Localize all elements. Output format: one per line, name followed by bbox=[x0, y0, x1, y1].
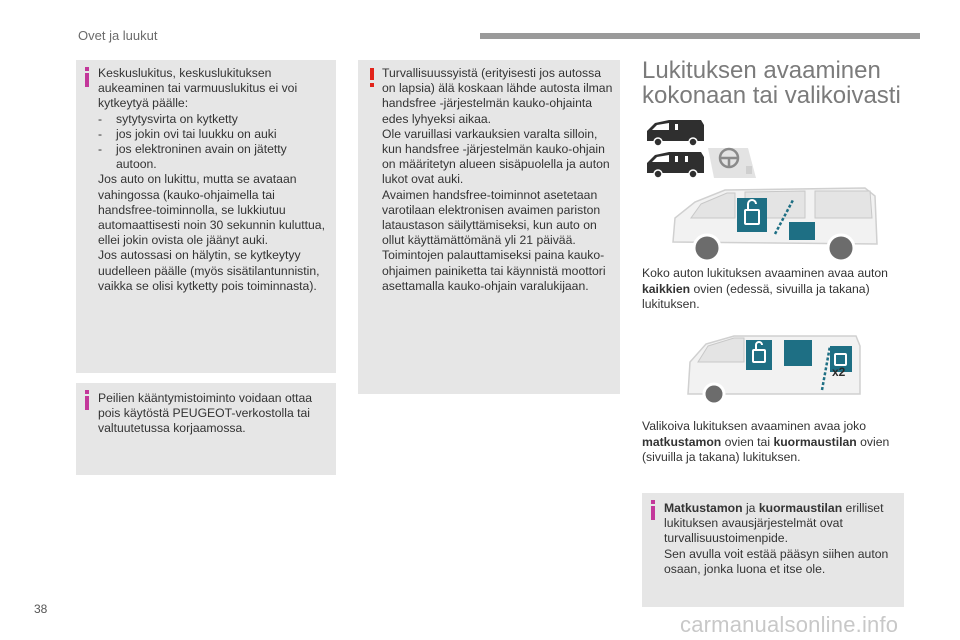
box3-p2: Ole varuillasi varkauksien varalta silloin, kun handsfree -järjestelmän kauko-ohjain on määritetyn alueen sisäpuolella ja auton lukot ovat auki. bbox=[382, 126, 610, 187]
box3-p4: Toimintojen palauttamiseksi paina kauko-ohjaimen painiketta tai käynnistä moottori asettamalla kauko-ohjain varalukijaan. bbox=[382, 248, 606, 293]
page-number: 38 bbox=[34, 602, 48, 616]
info-icon-dot bbox=[651, 500, 655, 504]
list-item: - sytytysvirta on kytketty bbox=[98, 112, 330, 127]
header-title: Ovet ja luukut bbox=[78, 28, 158, 43]
unlock-all-text: Koko auton lukituksen avaaminen avaa auton kaikkien ovien (edessä, sivuilla ja takana) lukituksen. bbox=[642, 266, 888, 311]
box3-p1: Turvallisuussyistä (erityisesti jos autossa on lapsia) älä koskaan lähde autosta ilman handsfree -järjestelmän kauko-ohjainta edes lyhyeksi aikaa. bbox=[382, 66, 613, 126]
info-icon-dot bbox=[85, 67, 89, 71]
watermark-text: carmanualsonline.info bbox=[680, 612, 899, 637]
press-count-badge: x2 bbox=[832, 365, 846, 379]
van-unlock-all-icon bbox=[645, 117, 707, 147]
warning-icon-dot bbox=[370, 83, 374, 87]
info-box-mirrors bbox=[76, 383, 336, 475]
info-icon-bar bbox=[85, 396, 89, 410]
list-item: - jos jokin ovi tai luukku on auki bbox=[98, 127, 330, 142]
steering-wheel-icon bbox=[708, 142, 756, 178]
info-box-locking bbox=[76, 60, 336, 373]
box1-para3: Jos autossasi on hälytin, se kytkeytyy uudelleen päälle (myös sisätilantunnistin, vaikka se olisi kytketty pois toiminnasta). bbox=[98, 248, 320, 293]
header-rule bbox=[480, 33, 920, 39]
box1-para2: Jos auto on lukittu, mutta se avataan vahingossa (kauko-ohjaimella tai handsfree-toiminnolla, se lukkiutuu automaattisesti noin 30 sekunnin kuluttua, ellei jokin ovista ole jäänyt auki. bbox=[98, 172, 325, 248]
box4-p1: Matkustamon ja kuormaustilan erilliset lukituksen avausjärjestelmät ovat turvallisuustoimenpide. bbox=[664, 501, 884, 546]
box3-p3: Avaimen handsfree-toiminnot asetetaan varotilaan elektronisen avaimen pariston lataustason säilyttämiseksi, kun auto on ollut käyttämättömänä yli 21 päivää. bbox=[382, 187, 601, 248]
unlock-selective-text: Valikoiva lukituksen avaaminen avaa joko matkustamon ovien tai kuormaustilan ovien (sivuilla ja takana) lukituksen. bbox=[642, 419, 890, 464]
list-item: - jos elektroninen avain on jätetty autoon. bbox=[98, 142, 330, 172]
box1-list bbox=[98, 112, 330, 173]
warning-icon-bar bbox=[370, 68, 374, 80]
info-icon-bar bbox=[85, 73, 89, 87]
info-box-selective bbox=[642, 493, 904, 607]
box4-p2: Sen avulla voit estää pääsyn siihen auton osaan, jonka luona et itse ole. bbox=[664, 546, 889, 576]
info-icon-bar bbox=[651, 506, 655, 520]
warning-box-handsfree bbox=[358, 60, 620, 394]
box2-text: Peilien kääntymistoiminto voidaan ottaa pois käytöstä PEUGEOT-verkostolla tai valtuutetussa korjaamossa. bbox=[98, 391, 313, 436]
box1-intro: Keskuslukitus, keskuslukituksen aukeaminen tai varmuuslukitus ei voi kytkeytyä päälle: bbox=[98, 66, 298, 111]
van-side-unlock-illustration bbox=[665, 182, 880, 264]
section-title: Lukituksen avaaminen kokonaan tai valikoivasti bbox=[642, 57, 901, 109]
info-icon-dot bbox=[85, 390, 89, 394]
van-selective-icon bbox=[645, 149, 707, 179]
